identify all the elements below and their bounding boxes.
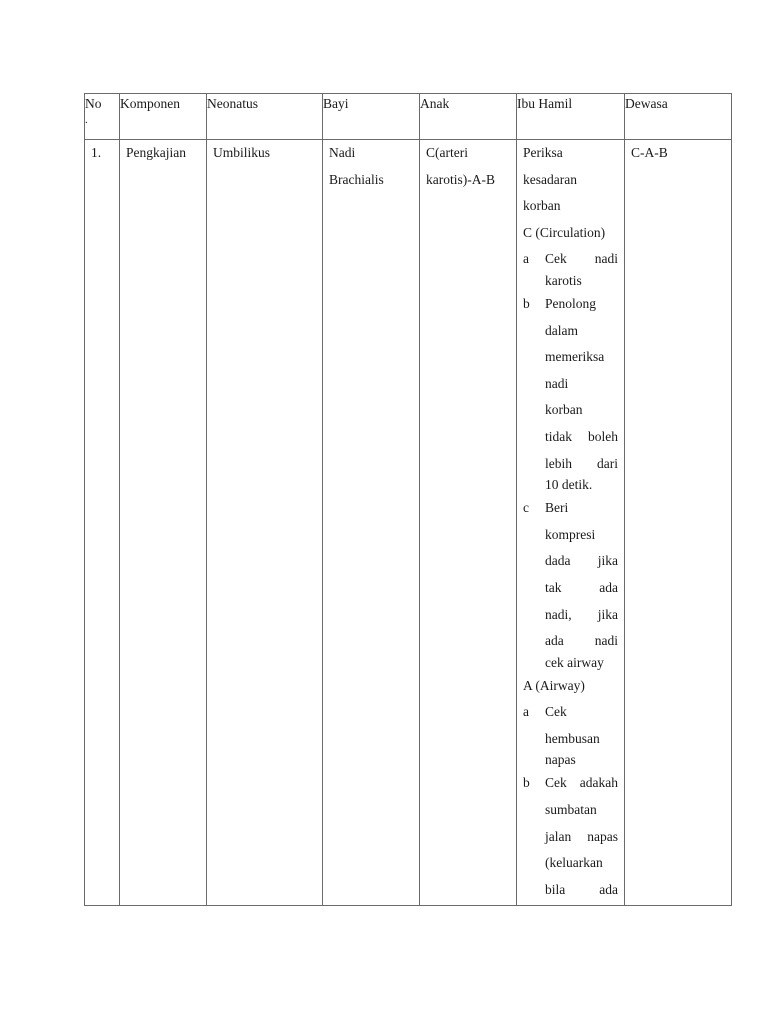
list-item-line	[545, 850, 618, 877]
cell-ibu-hamil	[517, 140, 625, 906]
list-item-word: nadi	[594, 633, 618, 649]
list-item-line	[545, 770, 618, 797]
list-item-word: lebih	[545, 455, 572, 471]
list-item-word: sumbatan	[545, 802, 597, 818]
circulation-list-item	[523, 246, 618, 291]
list-item-line	[545, 522, 618, 549]
list-item-line	[545, 246, 618, 273]
circulation-heading: C (Circulation)	[523, 224, 606, 240]
cell-no	[85, 140, 120, 906]
list-item-marker: b	[523, 775, 530, 791]
list-item-word: nadi,	[545, 606, 572, 622]
header-no	[85, 94, 120, 140]
header-no-label: No	[85, 96, 102, 111]
list-item-line	[545, 291, 618, 318]
list-item-word: Cek	[545, 251, 567, 267]
list-item-text	[545, 291, 618, 495]
list-item-word: tak	[545, 579, 562, 595]
list-item-word: korban	[545, 402, 583, 418]
dewasa-value: C-A-B	[631, 145, 668, 160]
circulation-list-item	[523, 495, 618, 673]
list-item-line	[545, 451, 618, 478]
anak-line: karotis)-A-B	[426, 171, 495, 187]
list-item-word: jika	[597, 553, 618, 569]
list-item-word: napas	[545, 752, 576, 768]
komponen-value: Pengkajian	[126, 145, 186, 160]
row-number: 1.	[91, 145, 102, 160]
list-item-word: Beri	[545, 500, 569, 516]
header-anak: Anak	[420, 94, 517, 140]
header-bayi: Bayi	[323, 94, 420, 140]
list-item-word: boleh	[588, 428, 618, 444]
airway-list-item	[523, 770, 618, 903]
table-row	[85, 140, 732, 906]
cell-dewasa	[625, 140, 732, 906]
circulation-list-item	[523, 291, 618, 495]
neonatus-value: Umbilikus	[213, 145, 271, 160]
list-item-word: hembusan	[545, 730, 600, 746]
bayi-line: Brachialis	[329, 171, 384, 187]
list-item-word: jalan	[545, 828, 572, 844]
list-item-word: tidak	[545, 428, 572, 444]
cell-komponen	[120, 140, 207, 906]
list-item-line	[545, 877, 618, 904]
table-header-row	[85, 94, 732, 140]
list-item-word: dada	[545, 553, 571, 569]
ibu-hamil-intro-line: kesadaran	[523, 171, 577, 187]
list-item-word: ada	[599, 881, 618, 897]
airway-heading: A (Airway)	[523, 677, 585, 693]
header-neonatus: Neonatus	[207, 94, 323, 140]
list-item-word: memeriksa	[545, 349, 605, 365]
list-item-word: karotis	[545, 272, 582, 288]
list-item-line	[545, 824, 618, 851]
list-item-line	[545, 495, 618, 522]
header-no-dot: .	[85, 114, 88, 126]
list-item-marker: a	[523, 251, 529, 267]
list-item-line	[545, 371, 618, 398]
ibu-hamil-intro-line: Periksa	[523, 145, 563, 160]
list-item-word: dalam	[545, 322, 578, 338]
cell-anak	[420, 140, 517, 906]
list-item-line	[545, 475, 618, 495]
list-item-word: ada	[599, 579, 618, 595]
ibu-hamil-content	[517, 140, 624, 903]
bayi-line: Nadi	[329, 145, 356, 160]
cell-neonatus	[207, 140, 323, 906]
list-item-line	[545, 548, 618, 575]
list-item-text	[545, 699, 618, 770]
list-item-text	[545, 246, 618, 291]
header-ibu-hamil: Ibu Hamil	[517, 94, 625, 140]
header-dewasa: Dewasa	[625, 94, 732, 140]
list-item-word: bila	[545, 881, 566, 897]
list-item-line	[545, 318, 618, 345]
list-item-line	[545, 344, 618, 371]
list-item-word: napas	[587, 828, 618, 844]
list-item-word: ada	[545, 633, 564, 649]
list-item-line	[545, 602, 618, 629]
list-item-line	[545, 424, 618, 451]
list-item-text	[545, 770, 618, 903]
list-item-line	[545, 653, 618, 673]
list-item-line	[545, 575, 618, 602]
anak-line: C(arteri	[426, 145, 468, 160]
list-item-line	[545, 271, 618, 291]
list-item-line	[545, 397, 618, 424]
list-item-line	[545, 699, 618, 726]
list-item-line	[545, 750, 618, 770]
list-item-word: Cek	[545, 775, 567, 791]
cpr-comparison-table	[84, 93, 732, 906]
list-item-marker: c	[523, 500, 529, 516]
list-item-line	[545, 726, 618, 753]
list-item-word: 10 detik.	[545, 477, 593, 493]
list-item-word: cek airway	[545, 654, 604, 670]
cell-bayi	[323, 140, 420, 906]
list-item-line	[545, 797, 618, 824]
list-item-word: jika	[597, 606, 618, 622]
ibu-hamil-intro-line: korban	[523, 198, 561, 214]
list-item-word: nadi	[594, 251, 618, 267]
list-item-word: nadi	[545, 375, 569, 391]
list-item-text	[545, 495, 618, 673]
list-item-marker: a	[523, 704, 529, 720]
list-item-word: kompresi	[545, 526, 596, 542]
list-item-word: Penolong	[545, 295, 597, 311]
list-item-word: (keluarkan	[545, 855, 603, 871]
list-item-word: adakah	[579, 775, 618, 791]
airway-list-item	[523, 699, 618, 770]
list-item-marker: b	[523, 295, 530, 311]
list-item-word: dari	[597, 455, 618, 471]
list-item-word: Cek	[545, 704, 567, 720]
header-komponen: Komponen	[120, 94, 207, 140]
list-item-line	[545, 628, 618, 655]
